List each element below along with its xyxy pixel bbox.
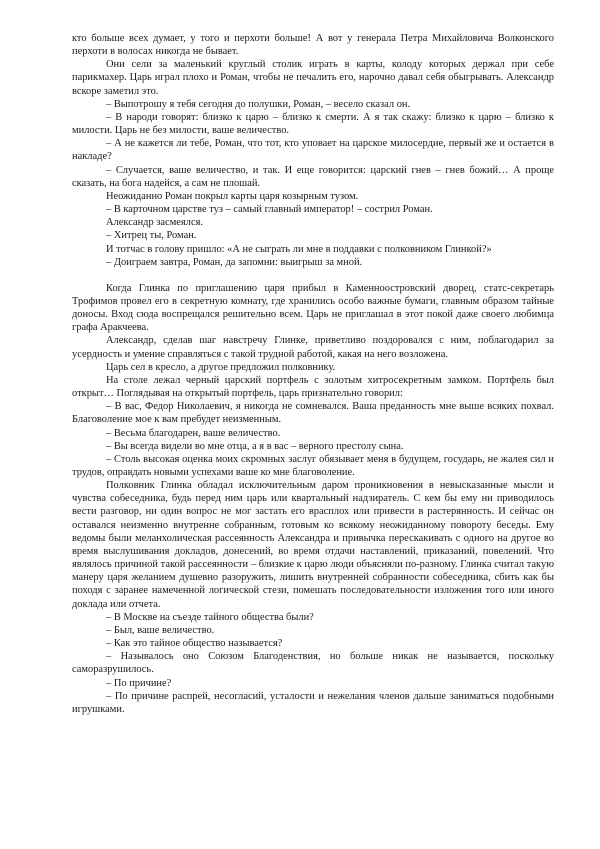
paragraph: – Хитрец ты, Роман.	[106, 230, 197, 242]
paragraph: На столе лежал черный царский портфель с золотым хитросекретным замком. Портфель был открыт… Поглядывая на открытый портфель, царь признательно говорил:	[72, 374, 554, 400]
paragraph: Неожиданно Роман покрыл карты царя козырным тузом.	[106, 190, 359, 202]
paragraph: – По причине распрей, несогласий, усталости и нежелания членов дальше заниматься подобными игрушками.	[72, 690, 554, 715]
paragraph: И тотчас в голову пришло: «А не сыграть ли мне в поддавки с полковником Глинкой?»	[106, 243, 492, 255]
paragraph: – По причине?	[106, 677, 172, 689]
paragraph: Когда Глинка по приглашению царя прибыл в Каменноостровский дворец, статс-секретарь Трофимов провел его в секретную комнату, где хранились особо важные бумаги, главным образом тайные доносы. Вход сюда воспрещался решительно всем. Царь не приглашал в этот покой даже своего любимца графа Аракчеева.	[72, 282, 554, 334]
paragraph: – Случается, ваше величество, и так. И еще говорится: царский гнев – гнев божий… А проще сказать, на бога надейся, а сам не плошай.	[72, 164, 554, 189]
paragraph: Они сели за маленький круглый столик играть в карты, колоду которых держал при себе парикмахер. Царь играл плохо и Роман, чтобы не печалить его, нарочно давал себя обыгрывать. Александр вскоре заметил это.	[72, 59, 554, 97]
paragraph: – Называлось оно Союзом Благоденствия, но больше никак не называется, поскольку саморазрушилось.	[72, 651, 554, 676]
paragraph: – В вас, Федор Николаевич, я никогда не сомневался. Ваша преданность мне выше всяких похвал. Благоволение мое к вам пребудет неизменным.	[72, 401, 554, 426]
paragraph: – Весьма благодарен, ваше величество.	[106, 427, 281, 439]
paragraph: – Как это тайное общество называется?	[106, 638, 283, 650]
paragraph: – Столь высокая оценка моих скромных заслуг обязывает меня в будущем, государь, не жалея сил и трудов, оправдать новыми успехами ваше ко мне благоволение.	[72, 453, 554, 478]
text-section-card-game	[72, 32, 554, 269]
section-break	[72, 269, 554, 282]
paragraph: – Выпотрошу я тебя сегодня до полушки, Роман, – весело сказал он.	[106, 98, 411, 110]
paragraph: – А не кажется ли тебе, Роман, что тот, кто уповает на царское милосердие, первый же и остается в накладе?	[72, 138, 554, 163]
paragraph: Александр, сделав шаг навстречу Глинке, приветливо поздоровался с ним, поблагодарил за усердность и умение справляться с такой трудной работой, какая на него возложена.	[72, 335, 554, 360]
paragraph: кто больше всех думает, у того и перхоти больше! А вот у генерала Петра Михайловича Волконского перхоти в волосах никогда не бывает.	[72, 33, 554, 58]
paragraph: – Вы всегда видели во мне отца, а я в вас – верного престолу сына.	[106, 440, 404, 452]
paragraph: Александр засмеялся.	[106, 217, 203, 229]
paragraph: Полковник Глинка обладал исключительным даром проникновения в невысказанные мысли и чувства собеседника, будь перед ним царь или квартальный надзиратель. С кем бы ему ни приводилось вести разговор, ни один вопрос не мог застать его врасплох или привести в растерянность. И сейчас он оставался неизменно внутренне собранным, готовым ко всякому неожиданному повороту беседы. Ему ведомы были меланхолическая рассеянность Александра и привычка перескакивать с одного на другое во время выслушивания докладов, донесений, во время отдачи наставлений, приказаний, повелений. Что являлось причиной такой рассеянности – близкие к царю люди объясняли по-разному. Глинка считал такую манеру царя желанием душевно разоружить, лишить внутренней собранности собеседника, сбить как бы походя с заранее намеченной логической стези, помешать последовательности изложения того или иного доклада или отчета.	[72, 480, 554, 610]
text-section-glinka-audience	[72, 282, 554, 716]
paragraph: Царь сел в кресло, а другое предложил полковнику.	[106, 361, 336, 373]
paragraph: – В Москве на съезде тайного общества были?	[106, 611, 314, 623]
paragraph: – В народи говорят: близко к царю – близко к смерти. А я так скажу: близко к царю – близко к милости. Царь не без милости, ваше величество.	[72, 111, 554, 137]
paragraph: – В карточном царстве туз – самый главный император! – сострил Роман.	[106, 204, 433, 216]
paragraph: – Доиграем завтра, Роман, да запомни: выигрыш за мной.	[106, 256, 363, 268]
paragraph: – Был, ваше величество.	[106, 624, 215, 636]
